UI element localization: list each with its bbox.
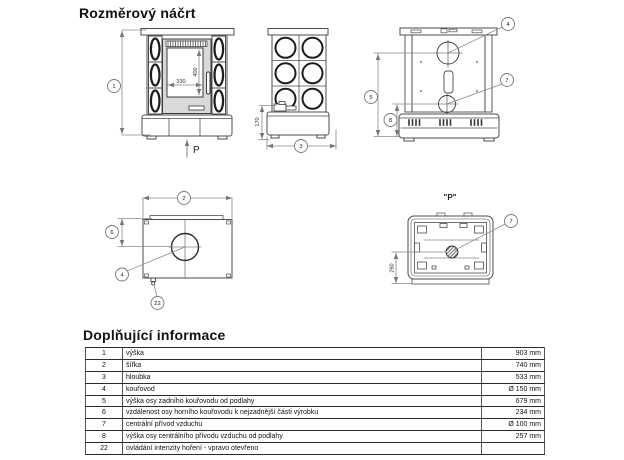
- top-outline: [143, 220, 232, 279]
- row-label: kouřovod: [123, 383, 482, 395]
- p-arrow-label: P: [193, 145, 200, 156]
- row-value: [482, 443, 545, 455]
- callout-6: 6: [110, 230, 114, 237]
- back-top-plate: [400, 28, 497, 35]
- row-value: 740 mm: [482, 359, 545, 371]
- side-base: [267, 112, 329, 138]
- callout-8: 8: [388, 118, 393, 125]
- table-row: [86, 395, 545, 407]
- row-label: ovládání intenzity hoření - vpravo otevřeno: [123, 443, 482, 455]
- side-cornice: [268, 29, 328, 36]
- table-row: [86, 371, 545, 383]
- front-cornice: [141, 29, 234, 36]
- callout-5: 5: [369, 95, 373, 102]
- row-number: 22: [86, 443, 123, 455]
- row-number: 7: [86, 419, 123, 431]
- table-row: [86, 383, 545, 395]
- row-value: 679 mm: [482, 395, 545, 407]
- callout-7-leader: [447, 84, 502, 104]
- row-label: centrální přívod vzduchu: [123, 419, 482, 431]
- row-value: 257 mm: [482, 431, 545, 443]
- height-dimension: [122, 30, 150, 135]
- lever-height-dim: 170: [255, 117, 261, 127]
- p-callout-7-leader: [453, 224, 505, 251]
- flue-outlet: [434, 40, 462, 67]
- p-callout-7: 7: [509, 219, 513, 226]
- front-left-tiles: [149, 36, 163, 114]
- front-view: [108, 29, 235, 158]
- front-right-tiles: [212, 36, 226, 114]
- front-bottom-vent: [189, 106, 204, 110]
- top-callout-4-leader: [127, 247, 185, 271]
- callout-2: 2: [182, 196, 186, 203]
- back-center-slot: [444, 71, 453, 93]
- back-left-rail: [405, 35, 412, 112]
- door-handle: [207, 72, 211, 94]
- back-view: [365, 18, 515, 142]
- row-label: vzdálenost osy horního kouřovodu k nejzadnější části výrobku: [123, 407, 482, 419]
- window-width-dim: 330: [176, 79, 186, 85]
- row-value: 903 mm: [482, 348, 545, 360]
- row-value: 234 mm: [482, 407, 545, 419]
- section-title: Doplňující informace: [83, 327, 226, 343]
- row-number: 2: [86, 359, 123, 371]
- top-corner-tabs: [145, 221, 231, 277]
- table-row: [86, 348, 545, 360]
- table-row: [86, 431, 545, 443]
- row-number: 1: [86, 348, 123, 360]
- table-row: [86, 407, 545, 419]
- control-knob: [151, 278, 156, 285]
- back-right-rail: [485, 35, 492, 112]
- back-base: [399, 114, 499, 141]
- row-value: Ø 100 mm: [482, 419, 545, 431]
- row-label: hloubka: [123, 371, 482, 383]
- row-number: 6: [86, 407, 123, 419]
- row-label: výška: [123, 348, 482, 360]
- front-base: [142, 115, 232, 139]
- row-number: 3: [86, 371, 123, 383]
- row-label: výška osy centrálního přívodu vzduchu od podlahy: [123, 431, 482, 443]
- callout-1: 1: [112, 84, 116, 91]
- back-screw-dots: [420, 61, 478, 92]
- row-number: 5: [86, 395, 123, 407]
- callout-4-leader: [448, 27, 502, 53]
- top-view: [106, 192, 233, 310]
- callout-7: 7: [505, 78, 509, 85]
- row-value: 533 mm: [482, 371, 545, 383]
- front-top-grille: [166, 41, 207, 47]
- callout-22: 22: [154, 301, 161, 308]
- p-inlet-offset-dim: 260: [389, 263, 396, 273]
- callout-4: 4: [506, 22, 510, 29]
- page-title: Rozměrový náčrt: [79, 5, 196, 21]
- callout-3: 3: [299, 144, 303, 151]
- row-label: šířka: [123, 359, 482, 371]
- bottom-view-p: [390, 193, 518, 284]
- p-view-title: "P": [443, 193, 457, 202]
- top-callout-4: 4: [120, 272, 124, 279]
- callout-22-leader: [154, 285, 157, 297]
- info-table: [85, 347, 545, 455]
- p-air-inlet-hatched: [446, 246, 458, 258]
- table-row: [86, 359, 545, 371]
- row-value: Ø 150 mm: [482, 383, 545, 395]
- inlet-height-dimension: [393, 104, 437, 136]
- top-cornice-edge: [150, 216, 223, 220]
- row-number: 4: [86, 383, 123, 395]
- row-label: výška osy zadního kouřovodu od podlahy: [123, 395, 482, 407]
- back-panel: [412, 35, 485, 112]
- side-view: [255, 29, 336, 153]
- table-row: [86, 419, 545, 431]
- row-number: 8: [86, 431, 123, 443]
- flue-offset-dimension: [118, 219, 172, 247]
- p-base-lip: [412, 279, 489, 284]
- table-row: [86, 443, 545, 455]
- window-height-dim: 400: [193, 67, 199, 77]
